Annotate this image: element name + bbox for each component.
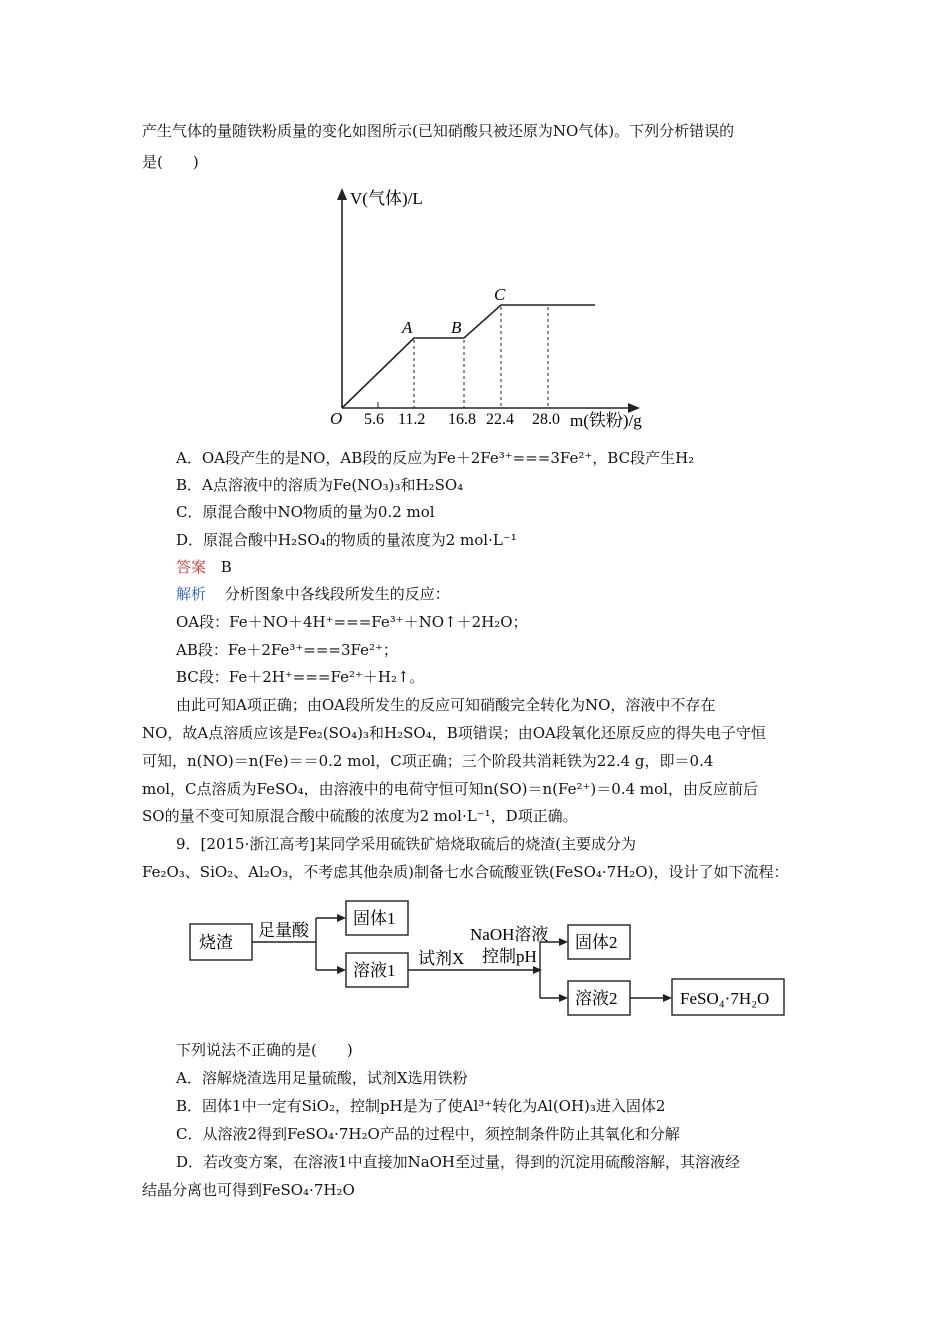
origin-label: O — [330, 409, 343, 428]
flow-start: 烧渣 — [199, 933, 233, 952]
q9-stem: 下列说法不正确的是( ) — [176, 1041, 353, 1059]
answer-value: B — [220, 558, 232, 576]
flow-solution2: 溶液2 — [575, 989, 618, 1008]
analysis-label: 解析 — [176, 585, 207, 603]
process-flow-diagram — [186, 892, 790, 1028]
analysis-intro-row — [176, 584, 450, 604]
x-tick-11-2: 11.2 — [398, 411, 426, 428]
x-tick-28-0: 28.0 — [532, 411, 560, 428]
flow-ph: 控制pH — [482, 947, 537, 966]
analysis-p2: NO，故A点溶质应该是Fe₂(SO₄)₃和H₂SO₄，B项错误；由OA段氧化还原反应的得失电子守恒 — [142, 724, 766, 742]
analysis-bc: BC段：Fe＋2H⁺===Fe²⁺＋H₂↑。 — [176, 668, 425, 686]
answer-label: 答案 — [176, 558, 207, 576]
flow-reagent: 试剂X — [418, 949, 465, 968]
answer-row — [176, 557, 232, 577]
flow-naoh: NaOH溶液 — [470, 925, 549, 944]
point-c-label: C — [494, 285, 506, 304]
q9-option-c: C．从溶液2得到FeSO₄·7H₂O产品的过程中，须控制条件防止其氧化和分解 — [176, 1125, 680, 1143]
analysis-intro: 分析图象中各线段所发生的反应： — [224, 585, 450, 603]
analysis-oa: OA段：Fe＋NO＋4H⁺===Fe³⁺＋NO↑＋2H₂O； — [176, 613, 528, 631]
q8-option-b: B．A点溶液中的溶质为Fe(NO₃)₃和H₂SO₄ — [176, 476, 464, 494]
flow-acid: 足量酸 — [258, 921, 309, 940]
intro-line-2: 是( ) — [142, 153, 199, 171]
arrow-solution1 — [337, 966, 346, 974]
x-tick-16-8: 16.8 — [448, 411, 476, 428]
flow-solid1: 固体1 — [353, 909, 396, 928]
flow-solid2: 固体2 — [575, 933, 618, 952]
arrow-solid1 — [337, 914, 346, 922]
flow-product: FeSO₄·7H₂O — [680, 989, 770, 1008]
point-a-label: A — [402, 318, 413, 337]
arrow-product — [663, 994, 672, 1002]
point-b-label: B — [451, 318, 462, 337]
arrow-solution2 — [559, 994, 568, 1002]
analysis-p4: mol，C点溶质为FeSO₄，由溶液中的电荷守恒可知n(SO)＝n(Fe²⁺)＝0.4 mol，由反应前后 — [142, 780, 758, 798]
x-tick-22-4: 22.4 — [486, 411, 514, 428]
q9-option-d-line-2: 结晶分离也可得到FeSO₄·7H₂O — [142, 1181, 355, 1199]
q9-line-2: Fe₂O₃、SiO₂、Al₂O₃，不考虑其他杂质)制备七水合硫酸亚铁(FeSO₄·7H₂O)，设计了如下流程： — [142, 863, 789, 881]
q9-option-a: A．溶解烧渣选用足量硫酸，试剂X选用铁粉 — [176, 1069, 468, 1087]
arrow-solid2 — [559, 938, 568, 946]
flow-solution1: 溶液1 — [353, 961, 396, 980]
analysis-p5: SO的量不变可知原混合酸中硫酸的浓度为2 mol·L⁻¹，D项正确。 — [142, 807, 578, 825]
y-axis-label: V(气体)/L — [350, 189, 423, 208]
analysis-p3: 可知，n(NO)＝n(Fe)＝＝0.2 mol，C项正确；三个阶段共消耗铁为22.4 g，即＝0.4 — [142, 752, 714, 770]
volume-vs-iron-graph — [320, 182, 664, 430]
y-axis-arrow — [337, 188, 347, 200]
analysis-p1: 由此可知A项正确；由OA段所发生的反应可知硝酸完全转化为NO，溶液中不存在 — [176, 696, 716, 714]
x-axis-label: m(铁粉)/g — [570, 411, 642, 430]
q9-option-d-line-1: D．若改变方案，在溶液1中直接加NaOH至过量，得到的沉淀用硫酸溶解，其溶液经 — [176, 1153, 741, 1171]
gas-volume-curve — [342, 305, 595, 408]
q8-option-c: C．原混合酸中NO物质的量为0.2 mol — [176, 503, 435, 521]
q9-option-b: B．固体1中一定有SiO₂，控制pH是为了使Al³⁺转化为Al(OH)₃进入固体2 — [176, 1097, 666, 1115]
q8-option-d: D．原混合酸中H₂SO₄的物质的量浓度为2 mol·L⁻¹ — [176, 531, 517, 549]
intro-line-1: 产生气体的量随铁粉质量的变化如图所示(已知硝酸只被还原为NO气体)。下列分析错误的 — [142, 122, 735, 140]
x-tick-5-6: 5.6 — [364, 411, 384, 428]
analysis-ab: AB段：Fe＋2Fe³⁺===3Fe²⁺； — [176, 641, 398, 659]
q9-line-1: 9．[2015·浙江高考]某同学采用硫铁矿焙烧取硫后的烧渣(主要成分为 — [176, 835, 637, 853]
q8-option-a: A．OA段产生的是NO，AB段的反应为Fe＋2Fe³⁺===3Fe²⁺，BC段产生H₂ — [176, 449, 695, 467]
